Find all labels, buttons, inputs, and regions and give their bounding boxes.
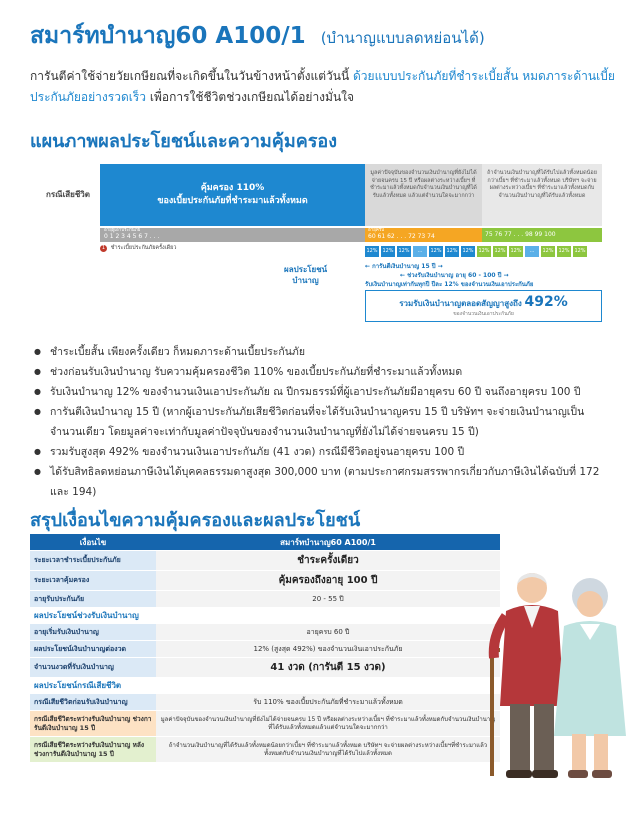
table-cell-label: กรณีเสียชีวิตระหว่างรับเงินบำนาญ ช่วงการันตีเงินบำนาญ 15 ปี [30, 711, 156, 736]
table-section-death: ผลประโยชน์กรณีเสียชีวิต [30, 678, 500, 694]
page-title [30, 18, 610, 54]
age-bar-label: อายุผู้เอาประกันภัย [104, 228, 141, 233]
table-cell-label: จำนวนงวดที่รับเงินบำนาญ [30, 658, 156, 677]
pension-box: 12% [461, 246, 475, 257]
list-item: ● รวมรับสูงสุด 492% ของจำนวนเงินเอาประกันภัย (41 งวด) กรณีมีชีวิตอยู่จนอายุครบ 100 ปี [34, 442, 614, 462]
age-bar-guarantee [365, 228, 482, 242]
table-header-condition: เงื่อนไข [79, 537, 107, 547]
table-cell-value: รับ 110% ของเบี้ยประกันภัยที่ชำระมาแล้วทั้งหมด [156, 694, 500, 710]
table-row [30, 711, 500, 737]
pension-box: 12% [573, 246, 587, 257]
table-row [30, 624, 500, 641]
table-row [30, 658, 500, 678]
intro-highlight: ด้วยแบบประกันภัยที่ชำระเบี้ยสั้น หมดภาระด้านเบี้ยประกันภัยอย่างรวดเร็ว [30, 69, 615, 104]
intro-paragraph [30, 66, 615, 108]
pension-box: 12% [493, 246, 507, 257]
pension-box: ... [413, 246, 427, 257]
list-item: ● ชำระเบี้ยสั้น เพียงครั้งเดียว ก็หมดภาระด้านเบี้ยประกันภัย [34, 342, 614, 362]
table-cell-label: อายุเริ่มรับเงินบำนาญ [30, 624, 156, 640]
pension-boxes [365, 246, 587, 257]
elderly-man-icon [492, 573, 564, 778]
table-cell-label: อายุรับประกันภัย [30, 591, 156, 607]
table-row [30, 551, 500, 571]
section-title-summary: สรุปเงื่อนไขความคุ้มครองและผลประโยชน์ [30, 510, 361, 531]
single-premium-note [100, 244, 177, 252]
pension-box: 12% [445, 246, 459, 257]
table-row [30, 694, 500, 711]
table-row [30, 641, 500, 658]
pension-box: 12% [509, 246, 523, 257]
list-item: ● การันตีเงินบำนาญ 15 ปี (หากผู้เอาประกันภัยเสียชีวิตก่อนที่จะได้รับเงินบำนาญครบ 15 ปี บริษัทฯ จะจ่ายเงินบำนาญเป็นจำนวนเดียว โดยมูลค่าจะเท่ากับมูลค่าปัจจุบันของจำนวนเงินบำนาญที่ยังไม่ได้จ่ายจนครบ 15 ปี) [34, 402, 614, 442]
pension-box: 12% [381, 246, 395, 257]
table-cell-label: กรณีเสียชีวิตระหว่างรับเงินบำนาญ หลังช่วงการันตีเงินบำนาญ 15 ปี [30, 737, 156, 762]
table-row [30, 571, 500, 591]
benefit-bullets [34, 342, 614, 502]
annual-pension-line: รับเงินบำนาญเท่ากันทุกปี ปีละ 12% ของจำนวนเงินเอาประกันภัย [365, 281, 534, 288]
table-section-pension: ผลประโยชน์ช่วงรับเงินบำนาญ [30, 608, 500, 624]
pension-benefit-label [284, 264, 327, 286]
table-cell-label: ระยะเวลาชำระเบี้ยประกันภัย [30, 551, 156, 570]
guarantee-period-death-block: มูลค่าปัจจุบันของจำนวนเงินบำนาญที่ยังไม่ได้จ่ายจนครบ 15 ปี หรือผลต่างระหว่างเบี้ยฯ ที่ชำระมาแล้วทั้งหมดกับจำนวนเงินบำนาญที่ได้รับแล้วทั้งหมด แล้วแต่จำนวนใดจะมากกว่า [365, 164, 482, 226]
elderly-couple-illustration [484, 566, 630, 781]
age-bar-values: 0 1 2 3 4 5 6 7 . . . [104, 233, 160, 240]
coverage-line-2: ของเบี้ยประกันภัยที่ชำระมาแล้วทั้งหมด [157, 196, 308, 206]
table-row [30, 737, 500, 763]
table-header-row [30, 534, 500, 551]
note-text: ชำระเบี้ยประกันภัยครั้งเดียว [110, 245, 177, 251]
pension-period-line: ← ช่วงรับเงินบำนาญ อายุ 60 - 100 ปี → [400, 272, 509, 279]
table-cell-label: ระยะเวลาคุ้มครอง [30, 571, 156, 590]
pension-box: ... [525, 246, 539, 257]
total-pension-text: รวมรับเงินบำนาญตลอดสัญญาสูงถึง [399, 299, 522, 308]
elderly-woman-icon [554, 578, 626, 778]
table-cell-label: ผลประโยชน์เงินบำนาญต่องวด [30, 641, 156, 657]
pension-label-line-2: บำนาญ [292, 276, 319, 285]
total-pension-note: ของจำนวนเงินเอาประกันภัย [453, 311, 514, 317]
total-pension-box [365, 290, 602, 322]
age-orange-values: 60 61 62 . . . 72 73 74 [368, 233, 435, 240]
section-title-diagram: แผนภาพผลประโยชน์และความคุ้มครอง [30, 131, 338, 152]
table-cell-value: อายุครบ 60 ปี [156, 624, 500, 640]
table-cell-value: ถ้าจำนวนเงินบำนาญที่ได้รับแล้วทั้งหมดน้อยกว่าเบี้ยฯ ที่ชำระมาแล้วทั้งหมด บริษัทฯ จะจ่ายผลต่างระหว่างเบี้ยฯที่ชำระมาแล้วทั้งหมดกับจำนวนเงินบำนาญที่ได้รับไปแล้วทั้งหมด [156, 737, 500, 762]
pension-box: 12% [477, 246, 491, 257]
benefit-diagram [30, 162, 597, 322]
table-cell-label: กรณีเสียชีวิตก่อนรับเงินบำนาญ [30, 694, 156, 710]
product-title: สมาร์ทบำนาญ60 A100/1 [30, 23, 306, 49]
age-bar-post-guarantee: 75 76 77 . . . 98 99 100 [482, 228, 602, 242]
table-header-product: สมาร์ทบำนาญ60 A100/1 [280, 537, 376, 547]
table-cell-value: มูลค่าปัจจุบันของจำนวนเงินบำนาญที่ยังไม่ได้จ่ายจนครบ 15 ปี หรือผลต่างระหว่างเบี้ยฯ ที่ชำระมาแล้วทั้งหมดกับจำนวนเงินบำนาญที่ได้รับแล้วทั้งหมดแล้วแต่จำนวนใดจะมากกว่า [156, 711, 500, 736]
table-cell-value: ชำระครั้งเดียว [156, 551, 500, 570]
list-item: ● รับเงินบำนาญ 12% ของจำนวนเงินเอาประกันภัย ณ ปีกรมธรรม์ที่ผู้เอาประกันภัยมีอายุครบ 60 ปี จนถึงอายุครบ 100 ปี [34, 382, 614, 402]
pension-box: 12% [557, 246, 571, 257]
note-number-icon: 1 [101, 245, 106, 251]
intro-text-2: เพื่อการใช้ชีวิตช่วงเกษียณได้อย่างมั่นใจ [149, 90, 355, 104]
list-item: ● ช่วงก่อนรับเงินบำนาญ รับความคุ้มครองชีวิต 110% ของเบี้ยประกันภัยที่ชำระมาแล้วทั้งหมด [34, 362, 614, 382]
coverage-line-1: คุ้มครอง 110% [200, 183, 265, 193]
table-row [30, 591, 500, 608]
table-cell-value: 20 - 55 ปี [156, 591, 500, 607]
pension-box: 12% [429, 246, 443, 257]
intro-text-1: การันตีค่าใช้จ่ายวัยเกษียณที่จะเกิดขึ้นในวันข้างหน้าตั้งแต่วันนี้ [30, 69, 350, 83]
age-orange-label: อายุครบ [368, 228, 385, 233]
pension-label-line-1: ผลประโยชน์ [284, 265, 328, 274]
table-cell-value: 41 งวด (การันตี 15 งวด) [156, 658, 500, 677]
guarantee-line: ← การันตีเงินบำนาญ 15 ปี → [365, 263, 443, 270]
summary-table [30, 534, 500, 763]
pension-box: 12% [365, 246, 379, 257]
coverage-block [100, 164, 365, 226]
table-cell-value: คุ้มครองถึงอายุ 100 ปี [156, 571, 500, 590]
pension-box: 12% [541, 246, 555, 257]
death-case-label: กรณีเสียชีวิต [46, 190, 90, 199]
list-item: ● ได้รับสิทธิลดหย่อนภาษีเงินได้บุคคลธรรมดาสูงสุด 300,000 บาท (ตามประกาศกรมสรรพากรเกี่ยวกับภาษีเงินได้ฉบับที่ 172 และ 194) [34, 462, 614, 502]
product-subtitle: (บำนาญแบบลดหย่อนได้) [320, 29, 485, 47]
table-cell-value: 12% (สูงสุด 492%) ของจำนวนเงินเอาประกันภัย [156, 641, 500, 657]
total-pension-pct: 492% [524, 294, 568, 310]
age-bar-pre-pension [100, 228, 365, 242]
post-guarantee-death-block: ถ้าจำนวนเงินบำนาญที่ได้รับไปแล้วทั้งหมดน้อยกว่าเบี้ยฯ ที่ชำระมาแล้วทั้งหมด บริษัทฯ จะจ่ายผลต่างระหว่างเบี้ยฯ ที่ชำระมาแล้วทั้งหมดกับจำนวนเงินบำนาญที่ได้รับแล้วทั้งหมด [482, 164, 602, 226]
pension-box: 12% [397, 246, 411, 257]
